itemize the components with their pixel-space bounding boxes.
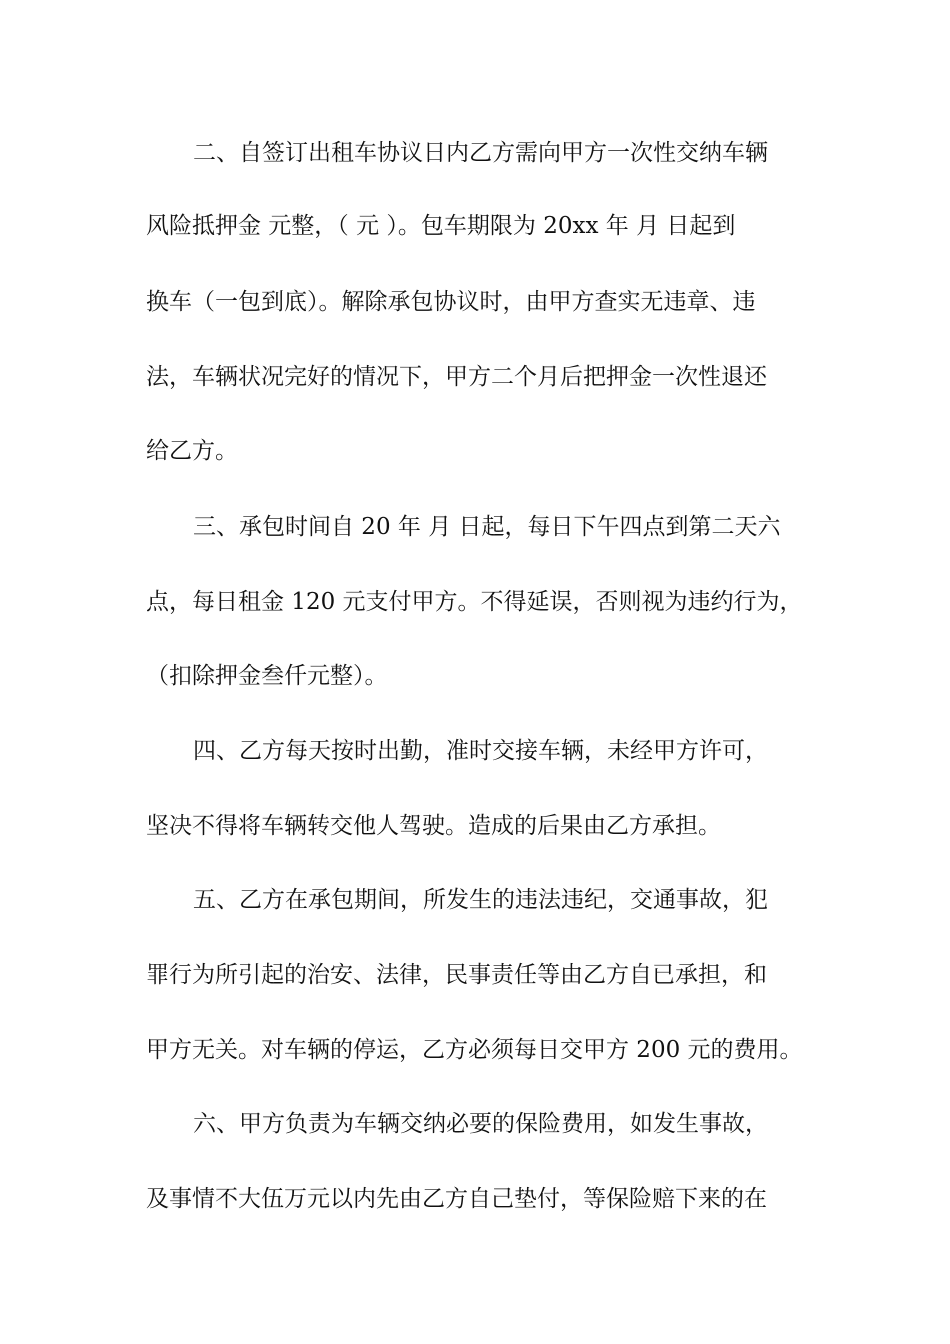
clause-4-line-1: 四、乙方每天按时出勤，准时交接车辆，未经甲方许可，: [193, 738, 768, 764]
clause-3-line-1: 三、承包时间自 20 年 月 日起，每日下午四点到第二天六: [193, 514, 781, 540]
clause-4-line-2: 坚决不得将车辆转交他人驾驶。造成的后果由乙方承担。: [146, 813, 721, 839]
clause-2-line-3: 换车（一包到底）。解除承包协议时，由甲方查实无违章、违: [146, 289, 756, 315]
clause-5-line-3: 甲方无关。对车辆的停运，乙方必须每日交甲方 200 元的费用。: [146, 1037, 803, 1063]
clause-6-line-1: 六、甲方负责为车辆交纳必要的保险费用，如发生事故，: [193, 1111, 768, 1137]
clause-2-line-4: 法，车辆状况完好的情况下，甲方二个月后把押金一次性退还: [146, 364, 767, 390]
clause-5-line-1: 五、乙方在承包期间，所发生的违法违纪，交通事故，犯: [193, 887, 768, 913]
clause-3-line-3: （扣除押金叁仟元整）。: [146, 663, 388, 689]
clause-2-line-1: 二、自签订出租车协议日内乙方需向甲方一次性交纳车辆: [193, 140, 768, 166]
clause-2-line-2: 风险抵押金 元整，（ 元 ）。包车期限为 20xx 年 月 日起到: [146, 213, 736, 239]
clause-5-line-2: 罪行为所引起的治安、法律，民事责任等由乙方自已承担，和: [146, 962, 767, 988]
clause-3-line-2: 点，每日租金 120 元支付甲方。不得延误，否则视为违约行为，: [146, 589, 803, 615]
clause-6-line-2: 及事情不大伍万元以内先由乙方自己垫付，等保险赔下来的在: [146, 1186, 767, 1212]
clause-2-line-5: 给乙方。: [146, 438, 238, 464]
